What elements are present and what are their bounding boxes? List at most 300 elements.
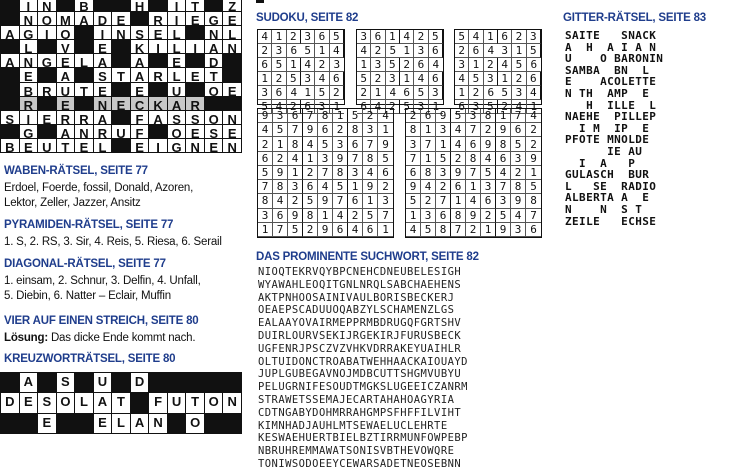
sudoku-cell: 9 (378, 137, 393, 151)
sudoku-cell: 8 (273, 180, 288, 194)
crossword-cell (131, 12, 149, 25)
sudoku-cell: 1 (484, 30, 498, 44)
crossword-cell: N (186, 139, 204, 152)
sudoku-cell: 1 (258, 72, 272, 86)
sudoku-cell: 5 (258, 166, 273, 180)
crossword-cell: B (1, 139, 19, 152)
crossword-cell: N (20, 54, 38, 67)
crossword-cell: N (112, 26, 130, 39)
sudoku-cell: 6 (527, 72, 541, 86)
sudoku-cell: 5 (288, 223, 303, 237)
sudoku-cell: 5 (258, 100, 272, 114)
sudoku-cell: 5 (429, 30, 443, 44)
sudoku-cell: 3 (436, 123, 451, 137)
crossword-cell: E (57, 54, 75, 67)
crossword-cell: T (186, 393, 204, 412)
sudoku-cell: 9 (526, 152, 541, 166)
crossword-cell: N (75, 125, 93, 138)
crossword-cell (186, 54, 204, 67)
sudoku-cell: 2 (406, 109, 421, 123)
crossword-cell: K (131, 40, 149, 53)
sudoku-cell: 7 (303, 109, 318, 123)
sudoku-cell: 2 (421, 194, 436, 208)
suchwort-title: DAS PROMINENTE SUCHWORT, SEITE 82 (256, 251, 479, 263)
sudoku-cell: 6 (348, 194, 363, 208)
crossword-cell (186, 26, 204, 39)
crossword-cell: G (20, 125, 38, 138)
sudoku-cell: 5 (511, 137, 526, 151)
sudoku-cell: 5 (498, 86, 512, 100)
sudoku-cell: 8 (258, 194, 273, 208)
crossword-cell (1, 68, 19, 81)
sudoku-cell: 6 (272, 86, 286, 100)
sudoku-cell: 4 (451, 123, 466, 137)
sudoku-cell: 5 (421, 223, 436, 237)
sudoku-cell: 1 (348, 180, 363, 194)
crossword-cell: O (168, 125, 186, 138)
sudoku-cell: 1 (466, 180, 481, 194)
sudoku-cell: 2 (498, 100, 512, 114)
crossword-cell (205, 414, 223, 433)
sudoku-cell: 1 (400, 44, 414, 58)
crossword-cell: L (75, 54, 93, 67)
crossword-cell: A (168, 97, 186, 110)
sudoku-cell: 1 (378, 223, 393, 237)
sudoku-cell: 1 (436, 137, 451, 151)
crossword-cell: B (75, 0, 93, 11)
sudoku-cell: 2 (258, 44, 272, 58)
sudoku-cell: 4 (406, 223, 421, 237)
crossword-cell: R (20, 97, 38, 110)
sudoku-cell: 6 (288, 109, 303, 123)
sudoku-cell: 5 (469, 72, 483, 86)
sudoku-cell: 1 (330, 100, 344, 114)
crossword-cell (112, 373, 130, 392)
sudoku-cell: 4 (315, 72, 329, 86)
crossword-cell (38, 373, 56, 392)
sudoku-cell: 2 (330, 86, 344, 100)
sudoku-cell: 2 (371, 44, 385, 58)
crossword-cell: A (149, 111, 167, 124)
sudoku-cell: 6 (315, 30, 329, 44)
crossword-cell: C (131, 97, 149, 110)
crossword-cell: A (131, 414, 149, 433)
sudoku-cell: 6 (421, 109, 436, 123)
sudoku-cell: 9 (333, 152, 348, 166)
sudoku-cell: 8 (318, 109, 333, 123)
kreuz-title: KREUZWORTRÄTSEL, SEITE 80 (4, 353, 176, 365)
sudoku-cell: 5 (451, 109, 466, 123)
sudoku-cell: 4 (421, 180, 436, 194)
sudoku-cell: 9 (481, 137, 496, 151)
sudoku-cell: 6 (436, 209, 451, 223)
sudoku-cell: 2 (303, 223, 318, 237)
sudoku-cell: 5 (526, 180, 541, 194)
sudoku-cell: 5 (363, 209, 378, 223)
sudoku-cell: 2 (526, 137, 541, 151)
sudoku-cell: 1 (455, 86, 469, 100)
crossword-cell: E (168, 54, 186, 67)
crossword-cell: T (205, 68, 223, 81)
crossword-cell: U (94, 373, 112, 392)
sudoku-big-1 (257, 108, 394, 238)
sudoku-cell: 7 (406, 152, 421, 166)
vier-solution (4, 331, 195, 346)
sudoku-cell: 3 (273, 109, 288, 123)
crossword-cell (38, 68, 56, 81)
crossword-cell: S (168, 111, 186, 124)
sudoku-cell: 2 (481, 209, 496, 223)
crossword-cell (223, 414, 241, 433)
sudoku-cell: 9 (406, 180, 421, 194)
crossword-cell (131, 393, 149, 412)
crossword-cell: R (149, 12, 167, 25)
crossword-cell: T (75, 83, 93, 96)
sudoku-cell: 6 (287, 44, 301, 58)
crossword-cell (149, 54, 167, 67)
crossword-cell: R (75, 111, 93, 124)
sudoku-cell: 1 (333, 109, 348, 123)
sudoku-cell: 5 (301, 44, 315, 58)
sudoku-cell: 3 (436, 166, 451, 180)
sudoku-cell: 8 (451, 209, 466, 223)
sudoku-cell: 9 (318, 223, 333, 237)
sudoku-cell: 1 (498, 72, 512, 86)
gitter-solution-grid: SAITE SNACK A H A I A N U O BARONIN SAMBA BN L E ACOLETTE N TH AMP E H ILLE L NAEHE PILLEP I M IP E PFOTE MNOLDE IE AU I A P GULASCH BUR L SE RADIO ALBERTA A E N N S T ZEILE ECHSE (565, 29, 664, 228)
crossword-cell: L (168, 40, 186, 53)
sudoku-cell: 4 (481, 152, 496, 166)
sudoku-cell: 6 (496, 152, 511, 166)
crossword-cell: E (186, 68, 204, 81)
crossword-cell: A (20, 373, 38, 392)
kreuzwort-solution-grid (0, 372, 242, 434)
sudoku-cell: 4 (511, 209, 526, 223)
sudoku-cell: 8 (363, 152, 378, 166)
crossword-cell: I (168, 12, 186, 25)
crossword-cell: E (112, 97, 130, 110)
sudoku-cell: 6 (511, 123, 526, 137)
sudoku-cell: 6 (451, 180, 466, 194)
sudoku-cell: 3 (481, 180, 496, 194)
sudoku-cell: 2 (512, 30, 526, 44)
crossword-cell: E (131, 83, 149, 96)
sudoku-cell: 8 (526, 194, 541, 208)
sudoku-cell: 1 (315, 44, 329, 58)
crossword-cell: E (112, 12, 130, 25)
waben-solution-1: Erdoel, Foerde, fossil, Donald, Azoren, (4, 182, 194, 194)
sudoku-cell: 5 (357, 72, 371, 86)
crossword-cell (223, 97, 241, 110)
crossword-cell (112, 139, 130, 152)
crossword-cell: R (149, 68, 167, 81)
crossword-solution-grid (0, 0, 242, 153)
sudoku-cell: 8 (436, 223, 451, 237)
sudoku-cell: 7 (333, 194, 348, 208)
crossword-cell (38, 97, 56, 110)
crossword-cell (75, 40, 93, 53)
sudoku-cell: 6 (526, 223, 541, 237)
sudoku-cell: 8 (496, 137, 511, 151)
crossword-cell: O (205, 111, 223, 124)
crossword-cell: G (38, 54, 56, 67)
crossword-cell: F (131, 111, 149, 124)
sudoku-cell: 1 (301, 86, 315, 100)
sudoku-cell: 6 (466, 137, 481, 151)
crossword-cell: T (112, 393, 130, 412)
sudoku-cell: 6 (378, 166, 393, 180)
crossword-cell: A (57, 125, 75, 138)
diagonal-solution-1: 1. einsam, 2. Schnur, 3. Delfin, 4. Unfall, (4, 275, 201, 287)
sudoku-cell: 2 (315, 58, 329, 72)
sudoku-cell: 7 (466, 123, 481, 137)
sudoku-cell: 1 (357, 58, 371, 72)
crossword-cell: E (57, 97, 75, 110)
sudoku-cell: 4 (400, 30, 414, 44)
crossword-cell: R (38, 83, 56, 96)
crossword-cell: S (186, 111, 204, 124)
crossword-cell: N (223, 40, 241, 53)
sudoku-cell: 1 (421, 152, 436, 166)
sudoku-cell: 4 (258, 30, 272, 44)
sudoku-cell: 3 (527, 30, 541, 44)
sudoku-cell: 5 (303, 194, 318, 208)
sudoku-cell: 4 (429, 58, 443, 72)
sudoku-cell: 1 (272, 30, 286, 44)
sudoku-cell: 5 (436, 152, 451, 166)
sudoku-cell: 3 (414, 44, 428, 58)
crossword-cell: A (94, 54, 112, 67)
crossword-cell: A (94, 111, 112, 124)
sudoku-cell: 2 (378, 180, 393, 194)
crossword-cell: L (94, 139, 112, 152)
crossword-cell (112, 40, 130, 53)
crossword-cell (186, 373, 204, 392)
sudoku-cell: 8 (481, 109, 496, 123)
sudoku-cell: 6 (371, 30, 385, 44)
sudoku-cell: 8 (288, 137, 303, 151)
crossword-cell: S (131, 26, 149, 39)
sudoku-cell: 1 (287, 58, 301, 72)
gitter-title: GITTER-RÄTSEL, SEITE 83 (563, 12, 707, 24)
crossword-cell (57, 414, 75, 433)
crossword-cell (186, 83, 204, 96)
sudoku-cell: 2 (436, 180, 451, 194)
crossword-cell: U (57, 83, 75, 96)
sudoku-cell: 2 (386, 100, 400, 114)
diagonal-title: DIAGONAL-RÄTSEL, SEITE 77 (4, 258, 166, 270)
sudoku-cell: 1 (527, 100, 541, 114)
sudoku-cell: 9 (288, 209, 303, 223)
crossword-cell: A (1, 54, 19, 67)
crossword-cell: E (75, 139, 93, 152)
sudoku-cell: 6 (414, 58, 428, 72)
sudoku-cell: 2 (272, 72, 286, 86)
sudoku-cell: 3 (469, 100, 483, 114)
sudoku-cell: 5 (527, 44, 541, 58)
sudoku-cell: 2 (469, 86, 483, 100)
sudoku-cell: 4 (303, 137, 318, 151)
sudoku-cell: 3 (348, 166, 363, 180)
crossword-cell (112, 111, 130, 124)
sudoku-cell: 6 (318, 123, 333, 137)
crossword-cell: R (186, 97, 204, 110)
sudoku-cell: 2 (288, 194, 303, 208)
sudoku-cell: 7 (273, 223, 288, 237)
crossword-cell: N (223, 393, 241, 412)
crossword-cell: V (57, 40, 75, 53)
crossword-cell (149, 0, 167, 11)
waben-solution-2: Lektor, Zeller, Jazzer, Ansitz (4, 197, 141, 209)
crossword-cell: O (57, 393, 75, 412)
vier-text: Das dicke Ende kommt nach. (50, 332, 196, 344)
crossword-cell (112, 0, 130, 11)
vier-title: VIER AUF EINEN STREICH, SEITE 80 (4, 315, 199, 327)
crossword-cell: D (205, 54, 223, 67)
sudoku-cell: 8 (466, 152, 481, 166)
sudoku-cell: 7 (318, 166, 333, 180)
sudoku-cell: 6 (481, 194, 496, 208)
sudoku-cell: 3 (318, 152, 333, 166)
waben-title: WABEN-RÄTSEL, SEITE 77 (4, 165, 148, 177)
sudoku-cell: 1 (512, 44, 526, 58)
sudoku-cell: 4 (496, 166, 511, 180)
crossword-cell: D (1, 393, 19, 412)
sudoku-cell: 4 (371, 100, 385, 114)
crossword-cell (1, 125, 19, 138)
sudoku-cell: 9 (273, 166, 288, 180)
sudoku-cell: 2 (363, 109, 378, 123)
sudoku-cell: 2 (258, 137, 273, 151)
sudoku-cell: 4 (333, 209, 348, 223)
crossword-cell: A (1, 26, 19, 39)
sudoku-cell: 3 (421, 209, 436, 223)
sudoku-cell: 1 (406, 209, 421, 223)
crossword-cell (205, 373, 223, 392)
crossword-cell: E (186, 12, 204, 25)
sudoku-cell: 4 (258, 123, 273, 137)
sudoku-cell: 3 (406, 137, 421, 151)
crossword-cell (1, 414, 19, 433)
crossword-cell (149, 125, 167, 138)
crossword-cell: E (20, 68, 38, 81)
crossword-cell: T (57, 139, 75, 152)
sudoku-cell: 6 (258, 152, 273, 166)
sudoku-cell: 3 (288, 180, 303, 194)
sudoku-cell: 1 (451, 194, 466, 208)
sudoku-cell: 6 (429, 72, 443, 86)
sudoku-cell: 4 (466, 194, 481, 208)
sudoku-cell: 3 (363, 123, 378, 137)
crossword-cell: N (205, 26, 223, 39)
crossword-cell: B (20, 83, 38, 96)
sudoku-cell: 5 (315, 86, 329, 100)
sudoku-cell: 5 (484, 100, 498, 114)
crossword-cell: T (186, 0, 204, 11)
sudoku-cell: 6 (357, 100, 371, 114)
crossword-cell: N (223, 111, 241, 124)
crossword-cell: I (149, 40, 167, 53)
crossword-cell: I (94, 26, 112, 39)
sudoku-cell: 3 (429, 86, 443, 100)
crossword-cell (57, 0, 75, 11)
sudoku-cell: 4 (357, 44, 371, 58)
crossword-cell: E (149, 26, 167, 39)
sudoku-cell: 1 (429, 100, 443, 114)
crossword-cell: U (112, 125, 130, 138)
sudoku-cell: 1 (273, 137, 288, 151)
sudoku-cell: 4 (378, 109, 393, 123)
sudoku-cell: 1 (258, 223, 273, 237)
crossword-cell (168, 414, 186, 433)
sudoku-cell: 1 (469, 58, 483, 72)
sudoku-cell: 7 (378, 209, 393, 223)
sudoku-cell: 4 (512, 100, 526, 114)
sudoku-big-2 (405, 108, 542, 238)
sudoku-cell: 3 (484, 72, 498, 86)
crossword-cell: S (94, 68, 112, 81)
crossword-cell: Z (223, 0, 241, 11)
sudoku-cell: 3 (511, 223, 526, 237)
crossword-cell: O (57, 26, 75, 39)
crossword-cell: D (94, 12, 112, 25)
sudoku-cell: 9 (466, 209, 481, 223)
sudoku-cell: 5 (455, 30, 469, 44)
sudoku-cell: 4 (455, 72, 469, 86)
sudoku-cell: 2 (287, 30, 301, 44)
sudoku-cell: 3 (466, 109, 481, 123)
pyramiden-title: PYRAMIDEN-RÄTSEL, SEITE 77 (4, 219, 174, 231)
crossword-cell (223, 373, 241, 392)
crossword-cell: G (168, 139, 186, 152)
crossword-cell: H (131, 0, 149, 11)
sudoku-cell: 9 (496, 123, 511, 137)
sudoku-cell: 3 (496, 194, 511, 208)
crossword-cell: S (38, 393, 56, 412)
crossword-cell: U (168, 83, 186, 96)
crossword-cell (75, 373, 93, 392)
sudoku-cell: 5 (414, 86, 428, 100)
sudoku-cell: 5 (378, 152, 393, 166)
sudoku-cell: 7 (288, 123, 303, 137)
sudoku-cell: 3 (357, 30, 371, 44)
crossword-cell: L (75, 393, 93, 412)
sudoku-cell: 5 (273, 123, 288, 137)
sudoku-cell: 9 (436, 109, 451, 123)
sudoku-cell: 8 (421, 166, 436, 180)
sudoku-cell: 1 (288, 166, 303, 180)
sudoku-cell: 6 (348, 137, 363, 151)
crossword-cell (112, 54, 130, 67)
pyramiden-solution: 1. S, 2. RS, 3. Sir, 4. Reis, 5. Riesa, 6. Serail (4, 236, 222, 248)
crossword-cell: E (38, 414, 56, 433)
sudoku-cell: 2 (303, 166, 318, 180)
sudoku-cell: 6 (333, 223, 348, 237)
crossword-cell (1, 0, 19, 11)
crossword-cell: E (20, 393, 38, 412)
sudoku-cell: 5 (330, 30, 344, 44)
crossword-cell: O (205, 83, 223, 96)
sudoku-small-1 (257, 29, 345, 113)
sudoku-cell: 2 (414, 30, 428, 44)
sudoku-cell: 6 (258, 58, 272, 72)
crossword-cell: U (38, 139, 56, 152)
crossword-cell: K (149, 97, 167, 110)
sudoku-cell: 6 (303, 180, 318, 194)
sudoku-cell: 9 (511, 194, 526, 208)
crossword-cell: I (20, 0, 38, 11)
sudoku-cell: 1 (386, 30, 400, 44)
sudoku-cell: 7 (496, 180, 511, 194)
